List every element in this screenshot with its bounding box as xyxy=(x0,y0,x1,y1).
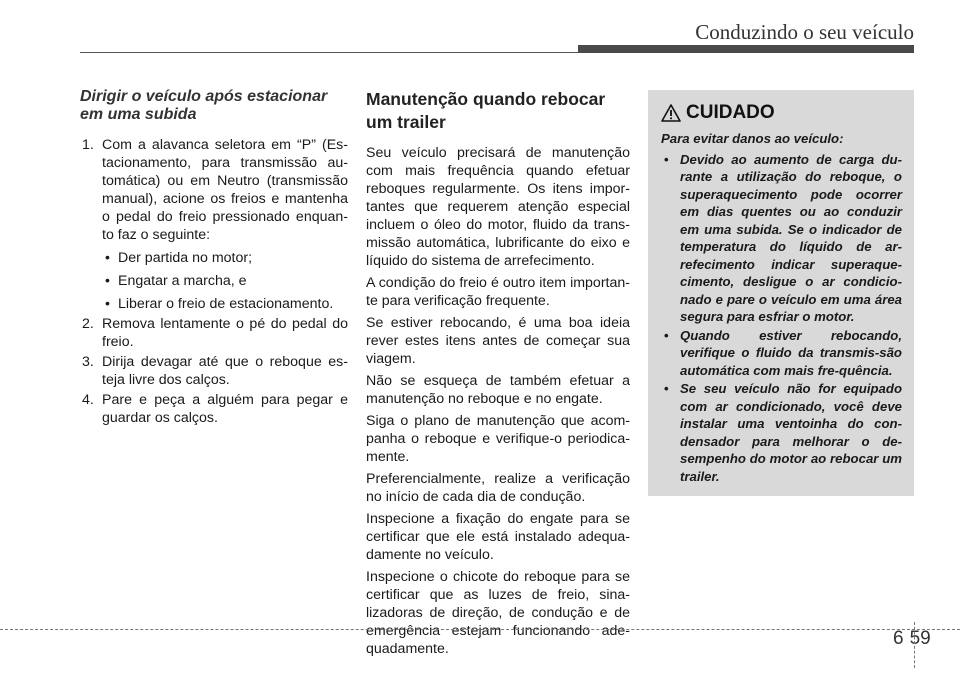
paragraph: Não se esqueça de também efetuar a manutenção no reboque e no engate. xyxy=(366,373,630,407)
page-number-divider xyxy=(914,622,915,668)
caution-item: • Devido ao aumento de carga du-rante a utilização do reboque, o superaquecimento pode ocorrer em dias quentes ou ao conduzir em uma subida. Se o indicador de temperatura do líquido de ar-refecimento indicar superaque-cimento, desligue o ar condicio-nado e pare o veículo em uma área segura para esfriar o motor. xyxy=(664,151,902,324)
bullet-icon: • xyxy=(105,296,110,312)
step-item xyxy=(80,315,348,351)
step-number: 2. xyxy=(82,316,94,332)
step-number: 4. xyxy=(82,392,94,408)
left-column xyxy=(80,88,348,429)
middle-column xyxy=(366,88,630,662)
warning-triangle-icon xyxy=(661,104,681,122)
paragraph: Preferencialmente, realize a verificação no início de cada dia de condução. xyxy=(366,471,630,505)
chapter-number: 6 xyxy=(893,628,904,649)
caution-intro: Para evitar danos ao veículo: xyxy=(661,131,844,146)
header-title: Conduzindo o seu veículo xyxy=(695,20,914,44)
paragraph: Siga o plano de manutenção que acom-panha o reboque e verifique-o periodica-mente. xyxy=(366,413,630,465)
paragraph: A condição do freio é outro item importan-te para verificação frequente. xyxy=(366,275,630,309)
section-heading-uphill: Dirigir o veículo após estacionar em uma subida xyxy=(80,88,328,123)
caution-list xyxy=(661,151,902,486)
sub-bullet-item: • Liberar o freio de estacionamento. xyxy=(105,296,334,312)
step-text: Com a alavanca seletora em “P” (Es-tacionamento, para transmissão au-tomática) ou em Neutro (transmissão manual), acione os freios e mantenha o pedal do freio pressionado enquan-to faz o seguinte: xyxy=(102,137,348,243)
bullet-icon: • xyxy=(664,327,669,343)
step-number: 1. xyxy=(82,137,94,153)
step-text: Dirija devagar até que o reboque es-teja livre dos calços. xyxy=(102,354,348,388)
page-number xyxy=(893,628,931,650)
paragraph: Inspecione a fixação do engate para se certificar que ele está instalado adequa-damente no veículo. xyxy=(366,511,630,563)
paragraph: Seu veículo precisará de manutenção com mais frequência quando efetuar reboques regularmente. Os itens impor-tantes que requerem atenção especial incluem o óleo do motor, fluido da trans-missão automática, lubrificante do eixo e líquido do sistema de arrefecimento. xyxy=(366,145,630,269)
footer-rule xyxy=(0,629,960,630)
page-number-value: 59 xyxy=(909,628,931,649)
bullet-icon: • xyxy=(664,151,669,167)
step-item xyxy=(80,391,348,427)
caution-item: • Quando estiver rebocando, verifique o fluido da transmis-são automática com mais fre-quência. xyxy=(664,327,902,378)
step-item xyxy=(80,353,348,389)
caution-item: • Se seu veículo não for equipado com ar condicionado, você deve instalar uma ventoinha do con-densador para melhorar o de-sempenho do motor ao rebocar um trailer. xyxy=(664,381,902,484)
steps-list xyxy=(80,136,348,427)
bullet-icon: • xyxy=(105,250,110,266)
caution-title-text: CUIDADO xyxy=(686,102,775,123)
section-heading-trailer-maintenance: Manutenção quando rebocar um trailer xyxy=(366,89,606,132)
step-text: Pare e peça a alguém para pegar e guardar os calços. xyxy=(102,392,348,426)
paragraph: Inspecione o chicote do reboque para se certificar que as luzes de freio, sina-lizadoras de direção, de condução e de emergência estejam funcionando ade-quadamente. xyxy=(366,569,630,657)
header-rule xyxy=(80,52,580,53)
step-item xyxy=(80,136,348,313)
step-text: Remova lentamente o pé do pedal do freio. xyxy=(102,316,348,350)
sub-bullet-item: • Engatar a marcha, e xyxy=(105,273,247,289)
caution-title xyxy=(661,102,902,124)
sub-bullet-list xyxy=(102,249,348,313)
header-bar xyxy=(578,45,914,53)
paragraph: Se estiver rebocando, é uma boa ideia rever estes itens antes de começar sua viagem. xyxy=(366,315,630,367)
sub-bullet-item: • Der partida no motor; xyxy=(105,250,253,266)
bullet-icon: • xyxy=(105,273,110,289)
step-number: 3. xyxy=(82,354,94,370)
caution-box xyxy=(648,90,914,496)
bullet-icon: • xyxy=(664,381,669,396)
